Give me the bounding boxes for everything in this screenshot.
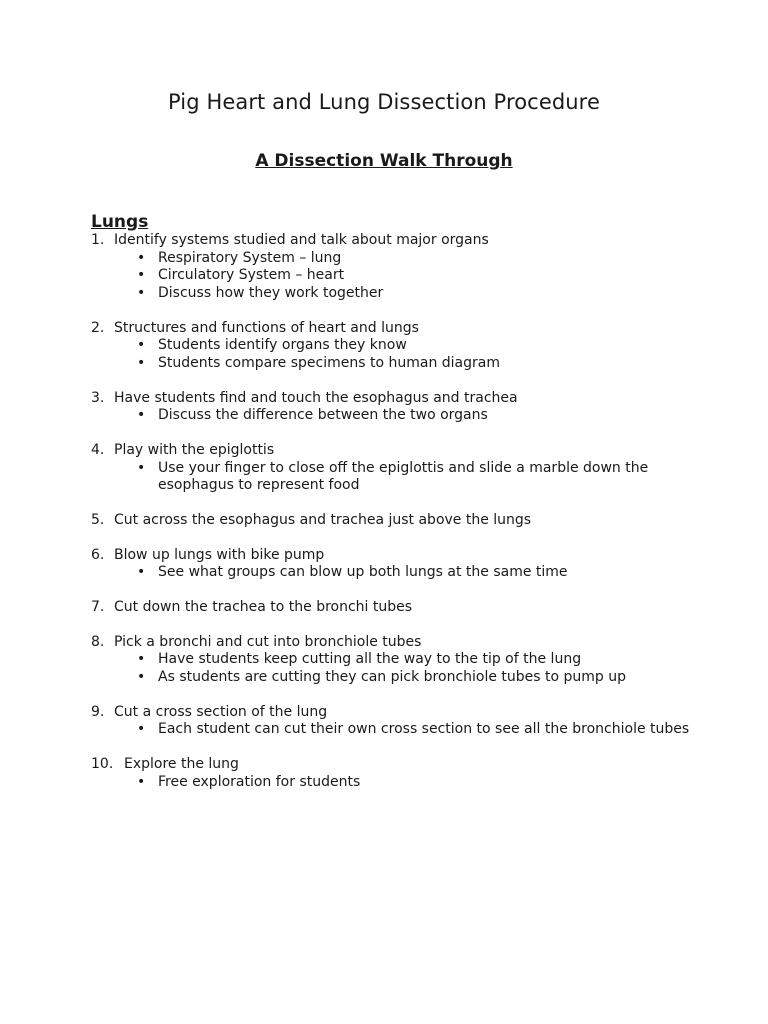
bullet-text: Students compare specimens to human diagram	[158, 354, 500, 371]
bullet-item	[135, 337, 691, 355]
step-bullet-list	[91, 651, 691, 686]
step-line	[91, 390, 691, 408]
step-number: 3.	[91, 389, 105, 406]
bullet-icon: •	[137, 249, 146, 266]
bullet-text: See what groups can blow up both lungs at the same time	[158, 564, 568, 581]
bullet-icon: •	[137, 337, 146, 354]
step-number: 10.	[91, 756, 114, 773]
bullet-icon: •	[137, 354, 146, 371]
bullet-icon: •	[137, 651, 146, 668]
bullet-item	[135, 267, 691, 285]
bullet-text: Respiratory System – lung	[158, 249, 342, 266]
bullet-item	[135, 355, 691, 373]
bullet-text: Discuss how they work together	[158, 284, 384, 301]
bullet-text: Each student can cut their own cross section to see all the bronchiole tubes	[158, 721, 690, 738]
procedure-step	[91, 634, 691, 687]
step-text: Explore the lung	[124, 756, 239, 773]
step-number: 2.	[91, 319, 105, 336]
bullet-icon: •	[137, 267, 146, 284]
step-line	[91, 634, 691, 652]
step-number: 1.	[91, 232, 105, 248]
procedure-step	[91, 704, 691, 739]
procedure-step	[91, 547, 691, 582]
procedure-step	[91, 232, 691, 302]
document-subtitle: A Dissection Walk Through	[255, 151, 513, 171]
step-text: Have students find and touch the esophagus and trachea	[114, 389, 518, 406]
step-text: Cut across the esophagus and trachea just above the lungs	[114, 511, 532, 528]
step-line	[91, 442, 691, 460]
step-text: Identify systems studied and talk about major organs	[114, 232, 489, 248]
bullet-icon: •	[137, 284, 146, 301]
bullet-item	[135, 651, 691, 669]
procedure-step	[91, 320, 691, 373]
bullet-icon: •	[137, 407, 146, 424]
bullet-icon: •	[137, 721, 146, 738]
bullet-item	[135, 669, 691, 687]
procedure-step	[91, 442, 691, 495]
bullet-text: Discuss the difference between the two organs	[158, 407, 488, 424]
procedure-steps-list	[91, 232, 691, 809]
section-heading-lungs: Lungs	[91, 212, 149, 232]
step-bullet-list	[91, 774, 691, 792]
step-text: Play with the epiglottis	[114, 441, 275, 458]
bullet-item	[135, 407, 691, 425]
step-bullet-list	[91, 721, 691, 739]
bullet-text: As students are cutting they can pick bronchiole tubes to pump up	[158, 669, 627, 685]
step-number: 4.	[91, 441, 105, 458]
procedure-step	[91, 756, 691, 791]
step-text: Structures and functions of heart and lungs	[114, 319, 419, 336]
bullet-item	[135, 285, 691, 303]
step-bullet-list	[91, 250, 691, 303]
bullet-item	[135, 460, 691, 495]
procedure-step	[91, 390, 691, 425]
step-text: Pick a bronchi and cut into bronchiole tubes	[114, 633, 422, 650]
bullet-icon: •	[137, 773, 146, 790]
bullet-text: Circulatory System – heart	[158, 267, 345, 284]
step-line	[91, 599, 691, 617]
step-text: Cut down the trachea to the bronchi tubes	[114, 599, 413, 616]
bullet-icon: •	[137, 669, 146, 685]
bullet-icon: •	[137, 459, 146, 476]
document-title: Pig Heart and Lung Dissection Procedure	[168, 90, 600, 114]
bullet-item	[135, 774, 691, 792]
step-line	[91, 756, 691, 774]
bullet-item	[135, 250, 691, 268]
bullet-text: Free exploration for students	[158, 773, 361, 790]
step-bullet-list	[91, 460, 691, 495]
step-line	[91, 704, 691, 722]
bullet-item	[135, 564, 691, 582]
step-line	[91, 320, 691, 338]
bullet-text: Have students keep cutting all the way to the tip of the lung	[158, 651, 582, 668]
procedure-step	[91, 512, 691, 530]
step-number: 9.	[91, 703, 105, 720]
step-line	[91, 547, 691, 565]
step-number: 7.	[91, 599, 105, 616]
step-number: 6.	[91, 546, 105, 563]
bullet-icon: •	[137, 564, 146, 581]
step-bullet-list	[91, 407, 691, 425]
step-line	[91, 512, 691, 530]
step-number: 5.	[91, 511, 105, 528]
procedure-step	[91, 599, 691, 617]
step-line	[91, 232, 691, 250]
step-bullet-list	[91, 337, 691, 372]
bullet-text: Use your finger to close off the epiglottis and slide a marble down the esophagus to represent food	[158, 459, 649, 494]
step-number: 8.	[91, 633, 105, 650]
bullet-text: Students identify organs they know	[158, 337, 407, 354]
step-text: Cut a cross section of the lung	[114, 703, 328, 720]
step-text: Blow up lungs with bike pump	[114, 546, 325, 563]
bullet-item	[135, 721, 691, 739]
step-bullet-list	[91, 564, 691, 582]
